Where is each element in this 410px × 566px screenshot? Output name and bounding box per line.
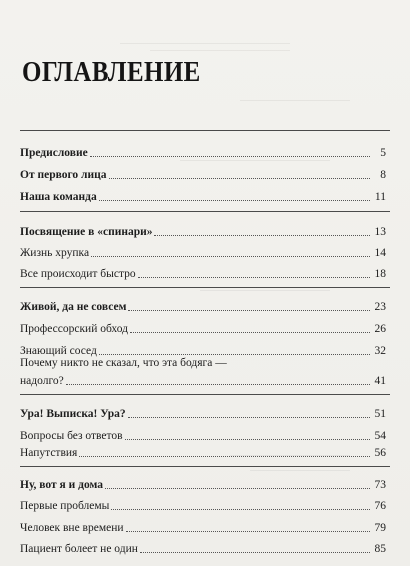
toc-entry-page: 85 xyxy=(374,543,386,555)
toc-entry-page: 23 xyxy=(374,301,386,313)
toc-entry-page: 51 xyxy=(374,408,386,420)
toc-entry-home xyxy=(20,474,386,492)
toc-section-rule xyxy=(20,394,390,395)
toc-entry-page: 54 xyxy=(374,430,386,442)
toc-leader-dots xyxy=(109,178,371,179)
toc-entry-page: 8 xyxy=(380,169,386,181)
toc-entry-person-out-of-time xyxy=(20,517,386,535)
toc-entry-patient-not-alone xyxy=(20,538,386,556)
show-through-line xyxy=(150,50,290,51)
toc-entry-page: 5 xyxy=(380,147,386,159)
toc-entry-alive-not-quite xyxy=(20,296,386,314)
toc-entry-title-line2: надолго? xyxy=(20,375,64,387)
page-title: ОГЛАВЛЕНИЕ xyxy=(22,56,201,88)
toc-entry-title: От первого лица xyxy=(20,169,107,181)
toc-entry-everything-fast xyxy=(20,263,386,281)
toc-entry-page: 76 xyxy=(374,500,386,512)
toc-entry-initiation xyxy=(20,221,386,239)
toc-entry-page: 13 xyxy=(374,226,386,238)
toc-leader-dots xyxy=(99,200,370,201)
toc-top-rule xyxy=(20,130,390,131)
toc-entry-title: Профессорский обход xyxy=(20,323,128,335)
toc-leader-dots xyxy=(99,354,370,355)
toc-entry-our-team xyxy=(20,186,386,204)
toc-entry-title: Посвящение в «спинари» xyxy=(20,226,153,238)
toc-entry-title: Пациент болеет не один xyxy=(20,543,138,555)
toc-leader-dots xyxy=(79,456,370,457)
toc-entry-preface xyxy=(20,142,386,160)
toc-leader-dots xyxy=(105,488,370,489)
toc-entry-why-nobody-said xyxy=(20,356,386,388)
toc-entry-questions-no-answers xyxy=(20,425,386,443)
toc-entry-title: Человек вне времени xyxy=(20,522,124,534)
toc-leader-dots xyxy=(140,552,370,553)
toc-leader-dots xyxy=(66,384,370,385)
toc-entry-page: 41 xyxy=(374,375,386,387)
toc-leader-dots xyxy=(128,417,370,418)
toc-leader-dots xyxy=(154,235,370,236)
toc-leader-dots xyxy=(138,277,370,278)
toc-entry-page: 79 xyxy=(374,522,386,534)
toc-entry-page: 14 xyxy=(374,247,386,259)
toc-entry-title: Ура! Выписка! Ура? xyxy=(20,408,126,420)
show-through-line xyxy=(250,470,350,471)
toc-entry-page: 56 xyxy=(374,447,386,459)
toc-leader-dots xyxy=(90,156,370,157)
toc-section-rule xyxy=(20,211,390,212)
toc-entry-title: Ну, вот я и дома xyxy=(20,479,103,491)
toc-leader-dots xyxy=(91,256,370,257)
show-through-line xyxy=(180,160,330,161)
toc-entry-page: 11 xyxy=(374,191,386,203)
toc-entry-title: Напутствия xyxy=(20,447,78,459)
toc-entry-title-line1: Почему никто не сказал, что эта бодяга — xyxy=(20,357,227,369)
toc-entry-title: Жизнь хрупка xyxy=(20,247,90,259)
show-through-line xyxy=(120,43,290,44)
toc-leader-dots xyxy=(125,439,370,440)
toc-entry-discharge xyxy=(20,403,386,421)
toc-entry-title: Все происходит быстро xyxy=(20,268,136,280)
toc-entry-professor-round xyxy=(20,318,386,336)
toc-entry-parting-words xyxy=(20,442,386,460)
toc-leader-dots xyxy=(130,332,370,333)
toc-entry-life-fragile xyxy=(20,242,386,260)
show-through-line xyxy=(200,290,330,291)
toc-entry-title: Вопросы без ответов xyxy=(20,430,123,442)
toc-entry-title: Наша команда xyxy=(20,191,97,203)
toc-leader-dots xyxy=(126,531,370,532)
toc-leader-dots xyxy=(111,509,370,510)
toc-section-rule xyxy=(20,466,390,467)
toc-entry-first-person xyxy=(20,164,386,182)
toc-leader-dots xyxy=(128,310,370,311)
toc-entry-title: Живой, да не совсем xyxy=(20,301,127,313)
toc-entry-first-problems xyxy=(20,495,386,513)
toc-entry-title: Предисловие xyxy=(20,147,88,159)
toc-entry-page: 18 xyxy=(374,268,386,280)
toc-entry-page: 26 xyxy=(374,323,386,335)
toc-entry-title: Первые проблемы xyxy=(20,500,110,512)
toc-entry-title-line2-row xyxy=(20,370,386,388)
toc-section-rule xyxy=(20,287,390,288)
toc-entry-title: Знающий сосед xyxy=(20,345,97,357)
show-through-line xyxy=(240,100,350,101)
toc-entry-page: 73 xyxy=(374,479,386,491)
toc-entry-page: 32 xyxy=(374,345,386,357)
